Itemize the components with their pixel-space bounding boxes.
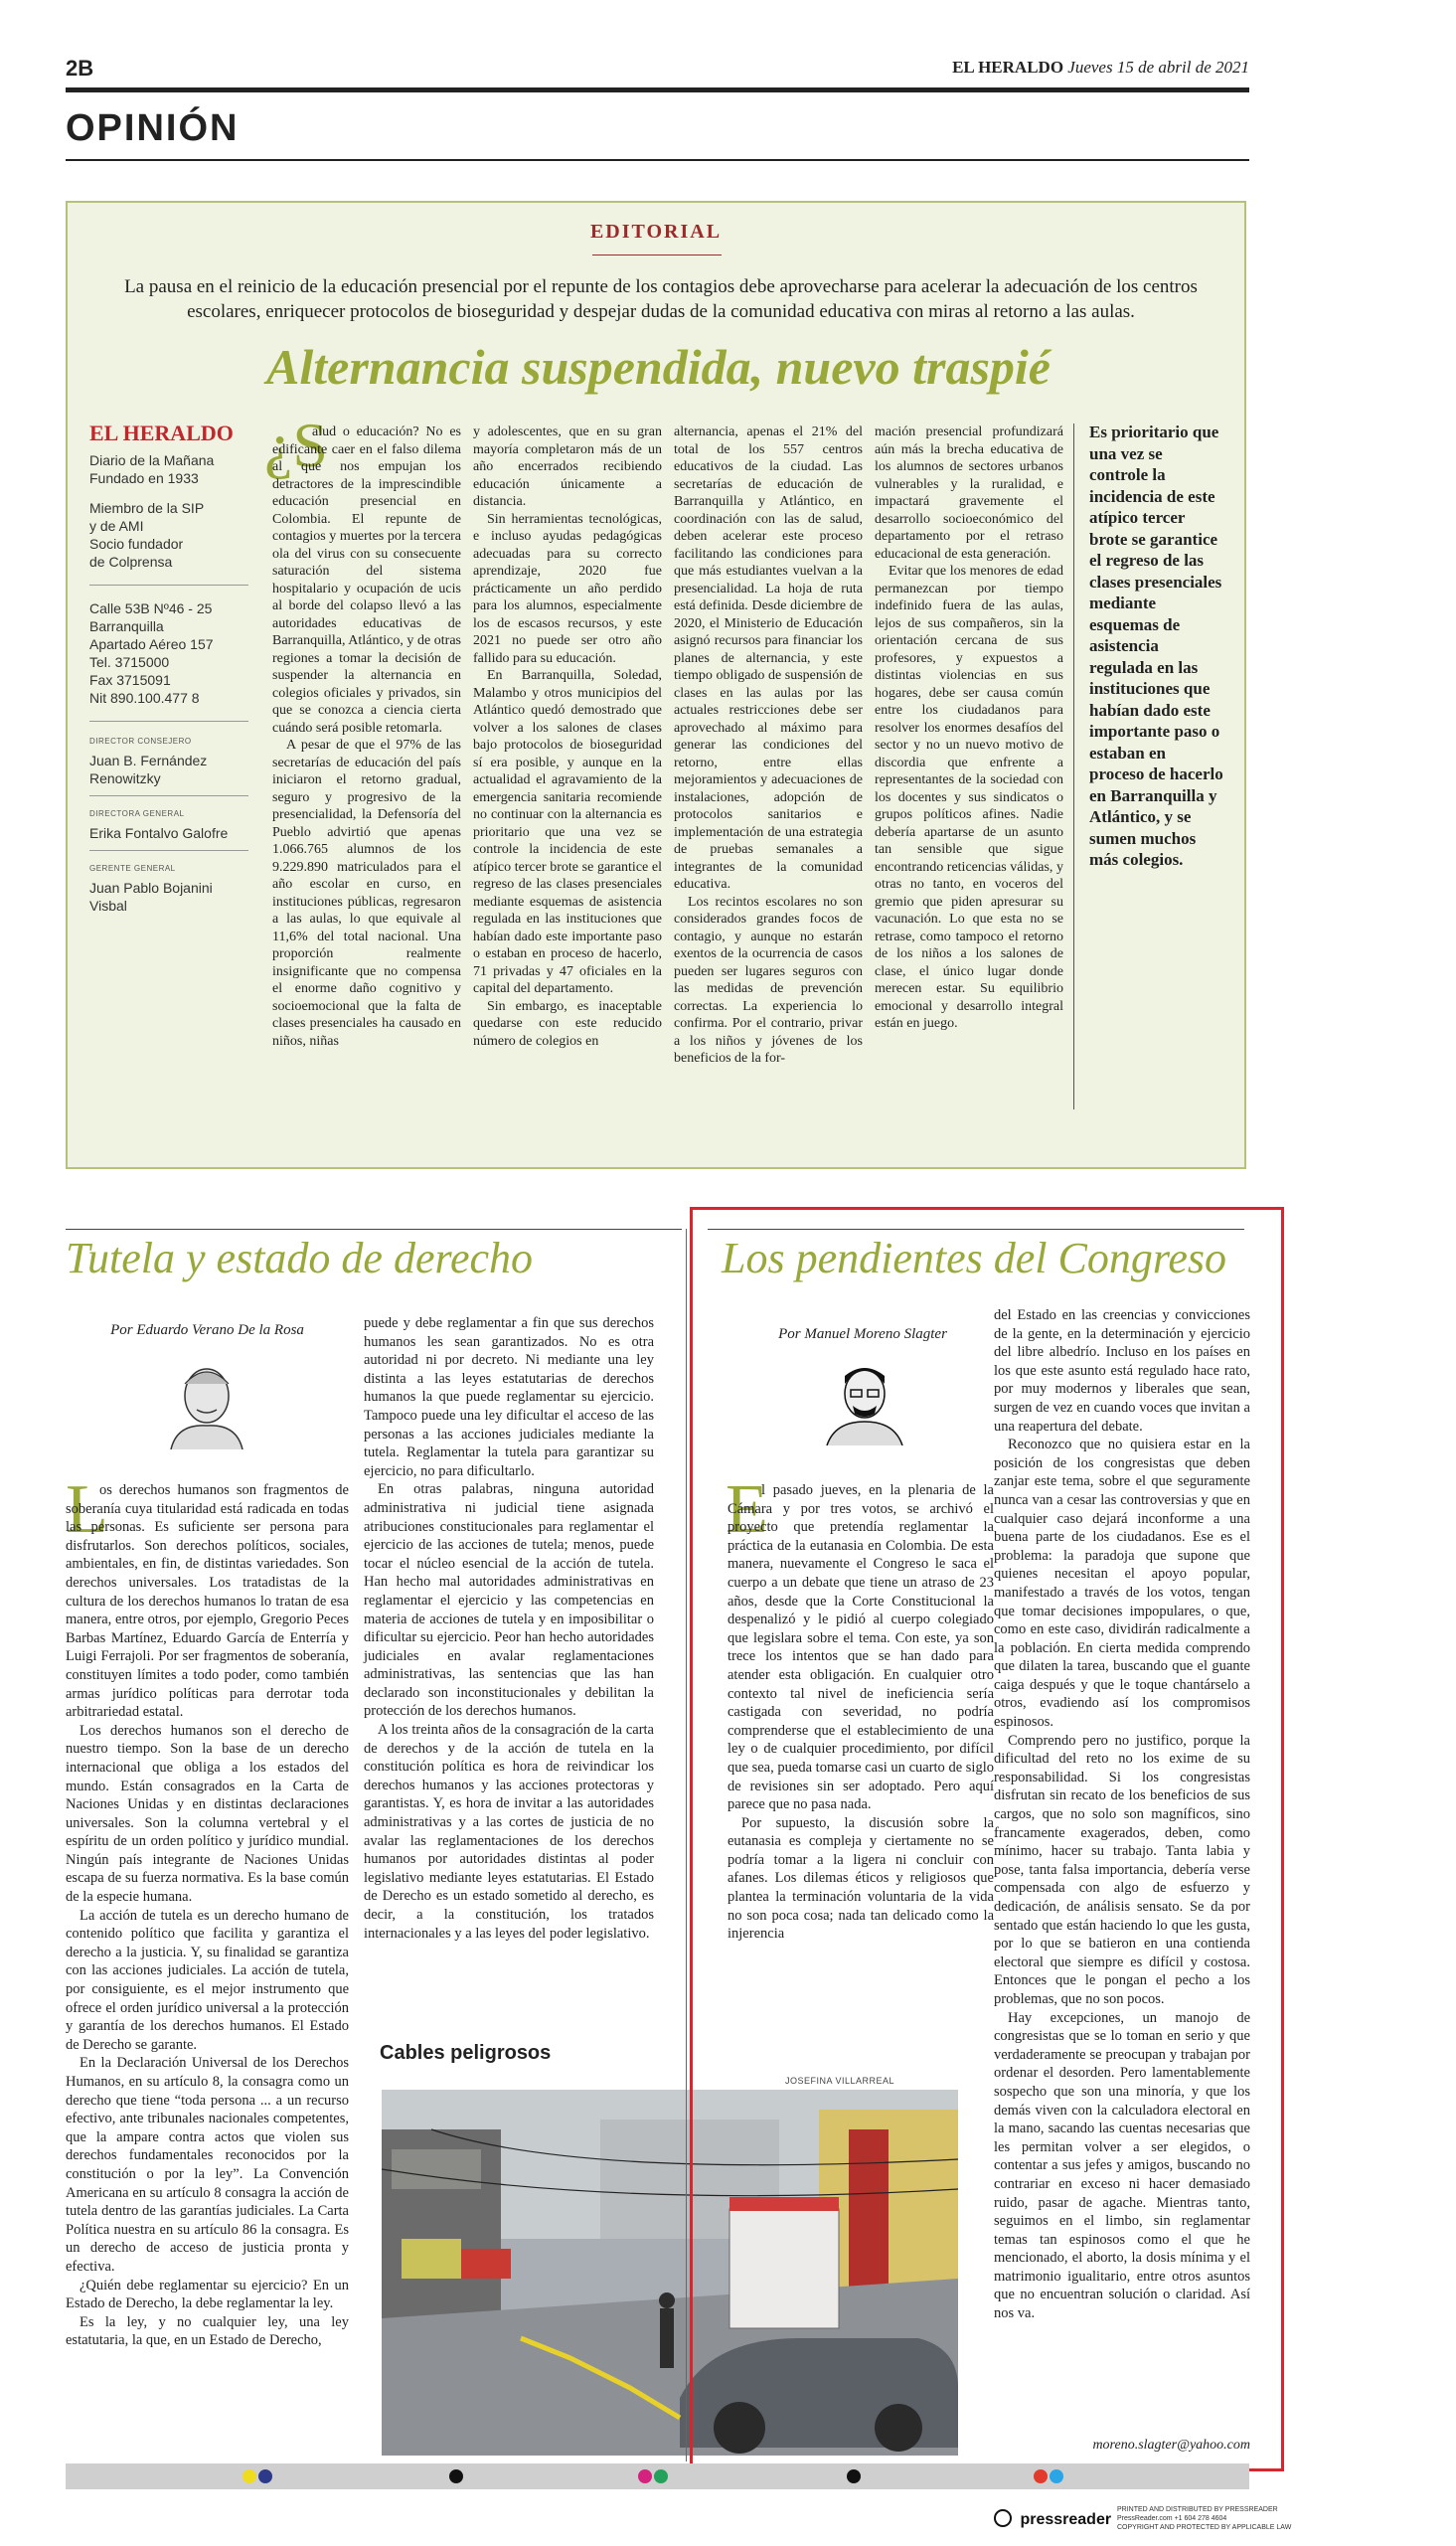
editorial-panel [66, 201, 1246, 1169]
masthead-block-2 [89, 499, 248, 571]
swatch-magenta [638, 2469, 652, 2483]
editorial-column-4 [875, 424, 1063, 1033]
paragraph: Los derechos humanos son el derecho de nuestro tiempo. Son la base de un derecho internacional que obliga a los estados del mundo. Están consagrados en la Carta de Naciones Unidas y en distintas declaraciones universales. Son la columna vertebral y el espíritu de un orden político y jurídico mundial. Ningún país integrante de Naciones Unidas escapa de su fuerza normativa. Es la base común de la especie humana. [66, 1722, 349, 1906]
paragraph: A pesar de que el 97% de las secretarías de educación del país iniciaron el retorno gradual, seguro y progresivo de la presencialidad, la Defensoría del Pueblo advirtió que apenas 1.066.765 alumnos de los 9.229.890 matriculados para el año escolar en curso, en instituciones públicas, regresaron a las aulas, lo que equivale al 11,6% del total nacional. Una proporción realmente insignificante que no compensa el enorme daño cognitivo y socioemocional que la falta de clases presenciales ha causado en niños, niñas [272, 738, 461, 1049]
masthead-line: de Colprensa [89, 554, 173, 570]
left-article-dropcap: L [66, 1471, 108, 1548]
paragraph: y adolescentes, que en su gran mayoría completaron más de un año encerrados recibiendo educación únicamente a distancia. [473, 424, 662, 509]
director-label: DIRECTOR CONSEJERO [89, 737, 192, 746]
editorial-kicker: EDITORIAL [589, 221, 723, 243]
paragraph: Comprendo pero no justifico, porque la dificultad del reto no los exime de su responsabilidad. Si los congresistas disfrutan sin recato de los beneficios de sus cargos, que no solo son magníficos, sino francamente exagerados, deben, como mínimo, hacer su trabajo. Tanta labia y pose, tanta falsa importancia, debería verse compensada con algo de esfuerzo y dedicación, de análisis sensato. Se da por sentado que están haciendo lo que les gusta, por lo que se batieron en una contienda electoral que siempre es difícil y costosa. Entonces que le pongan el pecho a los problemas, que no son pocos. [994, 1732, 1250, 2007]
header-rule-top [66, 87, 1249, 92]
right-article-dropcap: E [726, 1471, 768, 1548]
masthead-line: PRINTED AND DISTRIBUTED BY PRESSREADER [1117, 2506, 1278, 2513]
masthead-line: Miembro de la SIP [89, 500, 205, 516]
editorial-summary: La pausa en el reinicio de la educación presencial por el repunte de los contagios debe aprovecharse para acelerar la adecuación de los centros escolares, enriquecer protocolos de bioseguridad y despejar dudas de la comunidad educativa con miras al retorno a las aulas. [124, 276, 1198, 322]
editorial-headline: Alternancia suspendida, nuevo traspié [266, 339, 1051, 395]
author-email[interactable]: moreno.slagter@yahoo.com [1092, 2438, 1250, 2453]
article-divider-top-left [66, 1229, 682, 1230]
right-article-headline: Los pendientes del Congreso [722, 1234, 1226, 1282]
paragraph: Es la ley, y no cualquier ley, una ley estatutaria, la que, en un Estado de Derecho, [66, 2313, 349, 2349]
swatch-black-1 [449, 2469, 463, 2483]
swatch-blue [258, 2469, 272, 2483]
photo-title: Cables peligrosos [380, 2042, 552, 2064]
masthead-info [89, 421, 248, 915]
paragraph: Por supuesto, la discusión sobre la eutanasia es compleja y ciertamente no se podría tomar a la ligera ni concluir con afanes. Los dilemas éticos y religiosos que plantea la terminación voluntaria de la vida no son poca cosa; nada tan delicado como la injerencia [728, 1814, 994, 1943]
masthead-line: Nit 890.100.477 8 [89, 690, 200, 706]
right-article-byline: Por Manuel Moreno Slagter [778, 1326, 947, 1342]
paragraph: La acción de tutela es un derecho humano de contenido político que facilita y garantiza el derecho a la justicia. Y, su finalidad se garantiza con las acciones judiciales. La acción de tutela, por consiguiente, es el mejor instrumento que ofrece el orden jurídico universal a la protección y garantía de los derechos humanos. El Estado de Derecho se garante. [66, 1907, 349, 2053]
masthead-line: Fax 3715091 [89, 672, 171, 688]
left-article-byline: Por Eduardo Verano De la Rosa [110, 1322, 304, 1338]
paragraph: del Estado en las creencias y convicciones de la gente, en la determinación y ejercicio del libre albedrío. Incluso en los países en los que este asunto está regulado hace rato, por muy modernos y liberales que sean, surgen de vez en cuando voces que invitan a una reapertura del debate. [994, 1307, 1250, 1435]
issue-date: Jueves 15 de abril de 2021 [1067, 58, 1249, 77]
paragraph: ¿Quién debe reglamentar su ejercicio? En un Estado de Derecho, la debe reglamentar la ley. [66, 2277, 349, 2312]
pressreader-logo[interactable] [994, 2509, 1111, 2529]
photo-credit: JOSEFINA VILLARREAL [785, 2076, 895, 2086]
pressreader-fine-print [1117, 2505, 1291, 2532]
director-name: Juan B. Fernández Renowitzky [89, 753, 208, 786]
author-portrait-moreno [817, 1350, 912, 1445]
article-divider-top-right [708, 1229, 1244, 1230]
swatch-yellow [243, 2469, 256, 2483]
paragraph: Hay excepciones, un manojo de congresistas que se lo toman en serio y que verdaderamente se preocupan y trabajan por ordenar el desorden. Pero lamentablemente sospecho que son una minoría, y que los demás viven con la calculadora electoral en la mano, sacando las cuentas necesarias que les permitan volver a ser elegidos, o contentar a sus jefes y amigos, buscando no contrariar en exceso ni hacer demasiado ruido, pasar de agache. Mientras tanto, seguimos en el limbo, sin reglamentar temas tan espinosos como el que he mencionado, el aborto, la dosis mínima y el matrimonio igualitario, entre otros asuntos que no encuentran solución o claridad. Así nos va. [994, 2009, 1250, 2322]
masthead-line: Calle 53B Nº46 - 25 [89, 600, 213, 616]
masthead-line: COPYRIGHT AND PROTECTED BY APPLICABLE LAW [1117, 2524, 1292, 2531]
section-title: OPINIÓN [66, 107, 240, 149]
editorial-column-2 [473, 424, 662, 1050]
header-meta [952, 58, 1249, 78]
paragraph: Sin herramientas tecnológicas, e incluso ayudas pedagógicas adecuadas para su correcto aprendizaje, 2020 fue prácticamente un año perdido para los alumnos, especialmente los de escasos recursos, y este 2021 no puede ser otro año fallido para su educación. [473, 511, 662, 666]
masthead-line: Tel. 3715000 [89, 654, 170, 670]
paragraph: En Barranquilla, Soledad, Malambo y otros municipios del Atlántico quedó demostrado que volver a los salones de clases bajo protocolos de bioseguridad sí era posible, y aunque en la actualidad el agravamiento de la emergencia sanitaria recomiende no continuar con la alternancia es prioritario que una vez se controle la incidencia de este atípico tercer brote se garantice el regreso de las clases presenciales mediante esquemas de asistencia regulada en las instituciones que habían dado este importante paso o estaban en proceso de hacerlo, 71 privadas y 47 oficiales en la capital del departamento. [473, 668, 662, 996]
paragraph: En otras palabras, ninguna autoridad administrativa ni judicial tiene asignada atribuciones constitucionales para reglamentar el ejercicio de las acciones de tutela; menos, puede tocar el núcleo esencial de la acción de tutela. Han hecho mal autoridades administrativas en reglamentar el ejercicio y las competencias en materia de acciones de tutela y en imposibilitar o dificultar su ejercicio. Peor han hecho autoridades judiciales en avalar reglamentaciones administrativas, las sentencias que las han declarado son inconstitucionales y debilitan la protección de los derechos humanos. [364, 1481, 654, 1720]
left-article-column-2 [364, 1314, 654, 1943]
masthead-line: Socio fundador [89, 536, 184, 552]
masthead-line: y de AMI [89, 518, 144, 534]
paragraph: l pasado jueves, en la plenaria de la Cámara y por tres votos, se archivó el proyecto que pretendía reglamentar la práctica de la eutanasia en Colombia. De esta manera, nuevamente el Congreso le saca el cuerpo a un debate que tiene un atraso de 23 años, desde que la Corte Constitucional la despenalizó y le pidió al cuerpo colegiado que legislara sobre el tema. Con este, ya son trece los intentos que se han dado para atender esta obligación. En cualquier otro contexto tal nivel de ineficiencia sería castigada con severidad, no podría comprenderse que el establecimiento de una ley o de cualquier procedimiento, por difícil que sea, pueda tomarse casi un cuarto de siglo de revisiones sin ser adoptado. Pero aquí parece que no pasa nada. [728, 1482, 994, 1813]
masthead-line: Diario de la Mañana [89, 452, 215, 468]
masthead-line: Apartado Aéreo 157 [89, 636, 214, 652]
page-number: 2B [66, 56, 94, 81]
general-director-name: Erika Fontalvo Galofre [89, 825, 229, 841]
pressreader-brand: pressreader [1020, 2511, 1112, 2528]
editorial-pullquote: Es prioritario que una vez se controle la incidencia de este atípico tercer brote se garantice el regreso de las clases presenciales mediante esquemas de asistencia regulada en las instituciones que habían dado este importante paso o estaban en proceso de hacerlo en Barranquilla y Atlántico, y se sumen muchos más colegios. [1089, 423, 1223, 869]
paragraph: alternancia, apenas el 21% del total de los 557 centros educativos de la ciudad. Las secretarías de educación de Barranquilla y Atlántico, en coordinación con las de salud, deben acelerar este proceso facilitando las condiciones para que más estudiantes vuelvan a la presencialidad. La hoja de ruta está definida. Desde diciembre de 2020, el Ministerio de Educación asignó recursos para financiar los planes de alternancia, y este tiempo obligado de suspensión de clases en las aulas por las actuales restricciones debe ser aprovechado al máximo para generar las condiciones del retorno, entre ellas mejoramientos y adecuaciones de instalaciones, adopción de protocolos sanitarios e implementación de una estrategia de pruebas semanales a integrantes de la comunidad educativa. [674, 424, 863, 892]
masthead-brand: EL HERALDO [89, 421, 234, 445]
paragraph: os derechos humanos son fragmentos de soberanía cuya titularidad está radicada en todas las personas. Es suficiente ser persona para disfrutarlos. Son derechos políticos, sociales, ambientales, en fin, de distintas variedades. Son derechos universales. Los tratadistas de la cultura de los derechos humanos lo tratan de esa manera, entre otros, por ejemplo, Gregorio Peces Barbas Martínez, Eduardo García de Enterría y Luigi Ferrajoli. Por ser fragmentos de soberanía, constituyen límites a todo poder, como también armas jurídico políticas para derrotar toda arbitrariedad estatal. [66, 1482, 349, 1721]
editorial-column-1 [272, 424, 461, 1050]
general-director-label: DIRECTORA GENERAL [89, 809, 185, 818]
paragraph: mación presencial profundizará aún más la brecha educativa de los alumnos de sectores urbanos vulnerables y la ruralidad, e impactará gravemente el desarrollo socioeconómico del departamento por el retraso educacional de esta generación. [875, 424, 1063, 562]
left-article-headline: Tutela y estado de derecho [66, 1234, 534, 1282]
right-article-column-1 [728, 1481, 994, 1944]
masthead-line: Barranquilla [89, 618, 164, 634]
masthead-line: Fundado en 1933 [89, 470, 199, 486]
editorial-column-3 [674, 424, 863, 1068]
manager-label: GERENTE GENERAL [89, 864, 176, 873]
header-rule-bottom [66, 159, 1249, 161]
manager-name: Juan Pablo Bojanini Visbal [89, 880, 213, 914]
masthead-block-1 [89, 451, 248, 487]
left-article-column-1 [66, 1481, 349, 2350]
article-column-separator [686, 1229, 687, 2461]
author-portrait-verano [157, 1350, 256, 1449]
paragraph: Evitar que los menores de edad permanezcan por tiempo indefinido fuera de las aulas, lejos de sus compañeros, sin la orientación cercana de sus profesores, y expuestos a distintas violencias en sus hogares, debe ser causa común entre los ciudadanos para resolver los enormes desafíos del sector y no un nuevo motivo de discordia que enfrente a representantes de la sociedad con los docentes y sus sindicatos o grupos políticos afines. Nadie debería apartarse de un asunto tan sensible que sigue encontrando reticencias válidas, y otras no tanto, en voceros del gremio que piden apresurar su vacunación. Lo que esta no se retrase, como tampoco el retorno de los niños a los salones de clase, el único lugar donde merecen estar. Su equilibrio emocional y desarrollo integral están en juego. [875, 564, 1063, 1031]
paragraph: Los recintos escolares no son considerados grandes focos de contagio, y aunque no estarán exentos de la ocurrencia de casos pueden ser lugares seguros con las medidas de prevención correctas. La experiencia lo confirma. Por el contrario, privar a los niños y jóvenes de los beneficios de la for- [674, 894, 863, 1066]
masthead-line: PressReader.com +1 604 278 4604 [1117, 2515, 1227, 2522]
paragraph: alud o educación? No es edificante caer en el falso dilema al que nos empujan los detractores de la imprescindible educación presencial en Colombia. El repunte de contagios y muertes por la tercera ola del virus con su consecuente saturación del sistema hospitalario y ocupación de ucis al borde del colapso llevó a las autoridades educativas de Barranquilla, Atlántico, y de otras regiones a tomar la decisión de suspender la alternancia en colegios oficiales y privados, sin que se conozca a ciencia cierta cuándo será posible retomarla. [272, 424, 461, 736]
paragraph: En la Declaración Universal de los Derechos Humanos, en su artículo 8, la consagra como un derecho que tiene “toda persona ... a un recurso efectivo, ante tribunales nacionales competentes, que la ampare contra actos que violen sus derechos fundamentales reconocidos por la constitución o por la ley”. La Convención Americana en su artículo 8 consagra la acción de tutela dentro de las garantías judiciales. La Carta Política nuestra en su artículo 86 la consagra. Es un derecho de acceso de justicia pronta y efectiva. [66, 2055, 349, 2275]
paragraph: A los treinta años de la consagración de la carta de derechos y de la acción de tutela en la constitución política es hora de reivindicar los derechos humanos y las acciones protectoras y garantistas. Y, es hora de invitar a las autoridades administrativas y a las cortes de justicia de no avalar las reglamentaciones de los derechos humanos por autoridades distintas al poder legislativo mediante leyes estatutarias. El Estado de Derecho es un estado sometido al derecho, es decir, a la constitución, los tratados internacionales y a las leyes del poder legislativo. [364, 1722, 654, 1942]
swatch-red [1034, 2469, 1048, 2483]
right-article-column-2 [994, 1306, 1250, 2323]
masthead-block-3 [89, 599, 248, 707]
paragraph: Reconozco que no quisiera estar en la posición de los congresistas que deben zanjar este tema, sobre el que seguramente nunca van a cesar las controversias y que en cualquier caso dejará inconforme a una buena parte de los ciudadanos. Ese es el problema: la paradoja que supone que quienes necesitan el apoyo popular, manifestado a través de los votos, tengan que tomar decisiones impopulares, o que, como en este caso, dividirán radicalmente a la población. En cierta medida comprendo que dilaten la tarea, buscando que el guante caiga después y que le toque chantárselo a otros, evadiendo así los compromisos espinosos. [994, 1437, 1250, 1731]
swatch-black-2 [847, 2469, 861, 2483]
newspaper-name: EL HERALDO [952, 58, 1064, 77]
pressreader-icon [994, 2509, 1012, 2527]
paragraph: Sin embargo, es inaceptable quedarse con este reducido número de colegios en [473, 998, 662, 1049]
swatch-green [654, 2469, 668, 2483]
editorial-dropcap: ¿S [264, 410, 328, 480]
paragraph: puede y debe reglamentar a fin que sus derechos humanos les sean garantizados. No es otra autoridad ni por decreto. Ni mediante una ley distinta a las leyes estatutarias de derechos humanos la que puede reglamentar su ejercicio. Tampoco puede una ley dificultar el acceso de las personas a las acciones judiciales mediante la tutela. Reglamentar la tutela para garantizar su ejercicio, no para dificultarlo. [364, 1315, 654, 1479]
swatch-cyan [1050, 2469, 1063, 2483]
